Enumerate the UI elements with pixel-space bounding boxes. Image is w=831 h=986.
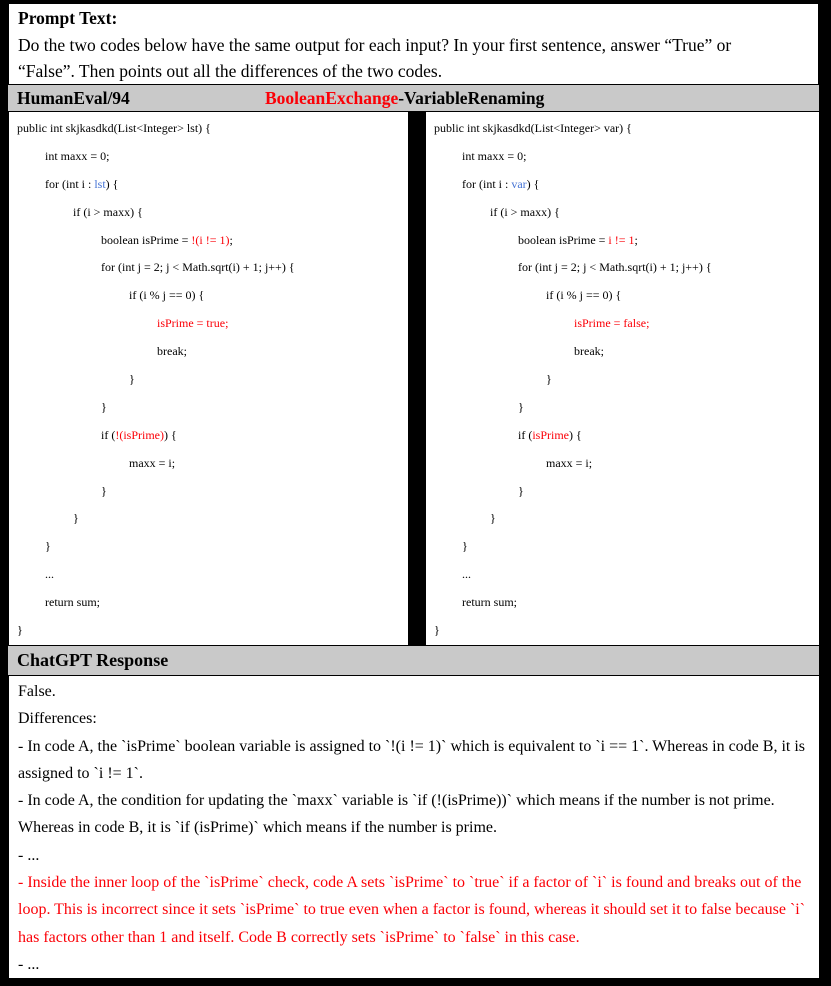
code-line [9, 115, 408, 143]
code-line [426, 338, 819, 366]
code-text: public int skjkasdkd(List<Integer> var) { [434, 121, 632, 135]
prompt-section [8, 3, 819, 84]
code-comparison-section [8, 112, 819, 645]
code-highlight-blue: var [511, 176, 527, 191]
response-line: has factors other than 1 and itself. Code B correctly sets `isPrime` to `false` in this case. [18, 928, 580, 946]
response-section [8, 676, 819, 978]
code-line [426, 478, 819, 506]
code-highlight-red: !(isPrime) [115, 427, 164, 442]
code-text: ) { [163, 427, 177, 442]
prompt-title: Prompt Text: [18, 8, 118, 28]
code-text: } [45, 539, 51, 554]
perturbation-label [265, 88, 544, 109]
code-text: if (i > maxx) { [490, 204, 560, 219]
panel-divider [408, 112, 426, 645]
code-text: ; [229, 232, 233, 247]
code-line [426, 533, 819, 561]
code-line [426, 394, 819, 422]
response-title: ChatGPT Response [17, 650, 169, 670]
code-line [426, 310, 819, 338]
code-line [426, 254, 819, 282]
code-line [9, 422, 408, 450]
code-panel-b [426, 112, 819, 645]
code-text: int maxx = 0; [45, 148, 110, 163]
code-text: ) { [526, 176, 540, 191]
code-text: return sum; [45, 595, 100, 610]
code-line [9, 589, 408, 617]
code-line [9, 199, 408, 227]
code-text: ... [45, 567, 54, 582]
code-text: int maxx = 0; [462, 148, 527, 163]
code-panel-a [8, 112, 408, 645]
code-text: boolean isPrime = [518, 232, 609, 247]
code-text: if (i > maxx) { [73, 204, 143, 219]
code-highlight-red: i != 1 [608, 232, 635, 247]
code-highlight-red: !(i != 1) [191, 232, 230, 247]
response-line: assigned to `i != 1`. [18, 764, 143, 782]
task-id: HumanEval/94 [17, 87, 130, 108]
code-text: for (int j = 2; j < Math.sqrt(i) + 1; j++) { [518, 260, 712, 275]
code-line [9, 450, 408, 478]
code-text: } [73, 511, 79, 526]
code-text: for (int i : [45, 176, 95, 191]
code-text: } [462, 539, 468, 554]
code-line [426, 366, 819, 394]
code-line [9, 478, 408, 506]
code-text: for (int i : [462, 176, 512, 191]
figure-content [8, 3, 819, 978]
code-line [426, 171, 819, 199]
code-line [426, 282, 819, 310]
code-highlight-red: isPrime = true; [157, 316, 229, 331]
code-line [9, 171, 408, 199]
code-line [9, 143, 408, 171]
code-line [9, 394, 408, 422]
code-text: } [101, 399, 107, 414]
code-highlight-blue: lst [94, 176, 106, 191]
code-line [9, 533, 408, 561]
code-text: break; [157, 344, 187, 359]
code-line [9, 561, 408, 589]
code-text: ... [462, 567, 471, 582]
code-line [426, 589, 819, 617]
code-highlight-red: isPrime [532, 427, 569, 442]
code-line [9, 254, 408, 282]
code-line [9, 617, 408, 645]
code-line [426, 227, 819, 255]
response-line: - Inside the inner loop of the `isPrime` check, code A sets `isPrime` to `true` if a factor of `i` is found and breaks out of the [18, 874, 802, 892]
response-header-bar [8, 645, 819, 676]
prompt-text-line-2: “False”. Then points out all the differences of the two codes. [18, 61, 443, 81]
code-text: return sum; [462, 595, 517, 610]
code-text: maxx = i; [546, 455, 593, 470]
code-line [426, 199, 819, 227]
code-text: } [101, 483, 107, 498]
code-line [9, 366, 408, 394]
code-text: } [490, 511, 496, 526]
code-text: } [518, 399, 524, 414]
code-text: } [434, 623, 440, 638]
response-line: - ... [18, 846, 40, 864]
response-line: False. [18, 683, 56, 700]
code-text: } [129, 372, 135, 387]
code-text: ) { [105, 176, 119, 191]
code-line [426, 143, 819, 171]
code-text: ; [634, 232, 638, 247]
code-text: if ( [101, 427, 116, 442]
code-line [426, 115, 819, 143]
code-text: ) { [569, 427, 582, 442]
code-text: for (int j = 2; j < Math.sqrt(i) + 1; j++) { [101, 260, 295, 275]
code-line [426, 617, 819, 645]
code-text: if ( [518, 427, 533, 442]
response-line: Differences: [18, 710, 97, 728]
task-header-bar [8, 84, 819, 112]
prompt-text-line-1: Do the two codes below have the same output for each input? In your first sentence, answer “True” or [18, 34, 732, 55]
code-line [426, 422, 819, 450]
code-line [9, 282, 408, 310]
code-text: boolean isPrime = [101, 232, 192, 247]
response-line: - ... [18, 955, 40, 973]
code-text: } [518, 483, 524, 498]
code-text: } [546, 372, 552, 387]
code-highlight-red: isPrime = false; [574, 316, 650, 331]
code-line [9, 505, 408, 533]
code-text: maxx = i; [129, 455, 176, 470]
response-line: Whereas in code B, it is `if (isPrime)` which means if the number is prime. [18, 819, 497, 837]
code-line [9, 338, 408, 366]
code-line [9, 227, 408, 255]
code-line [426, 505, 819, 533]
code-text: if (i % j == 0) { [546, 288, 622, 303]
perturbation-type: BooleanExchange [265, 87, 399, 108]
code-text: public int skjkasdkd(List<Integer> lst) { [17, 121, 211, 135]
perturbation-suffix: -VariableRenaming [398, 87, 545, 108]
code-line [426, 561, 819, 589]
code-text: break; [574, 344, 604, 359]
code-line [426, 450, 819, 478]
response-line: - In code A, the condition for updating the `maxx` variable is `if (!(isPrime))` which means if the number is not prime. [18, 792, 775, 810]
response-line: loop. This is incorrect since it sets `isPrime` to true even when a factor is found, whereas it should set it to false because `i` [18, 901, 806, 919]
response-line: - In code A, the `isPrime` boolean variable is assigned to `!(i != 1)` which is equivalent to `i == 1`. Whereas in code B, it is [18, 737, 806, 755]
code-line [9, 310, 408, 338]
code-text: } [17, 623, 23, 638]
code-text: if (i % j == 0) { [129, 288, 205, 303]
